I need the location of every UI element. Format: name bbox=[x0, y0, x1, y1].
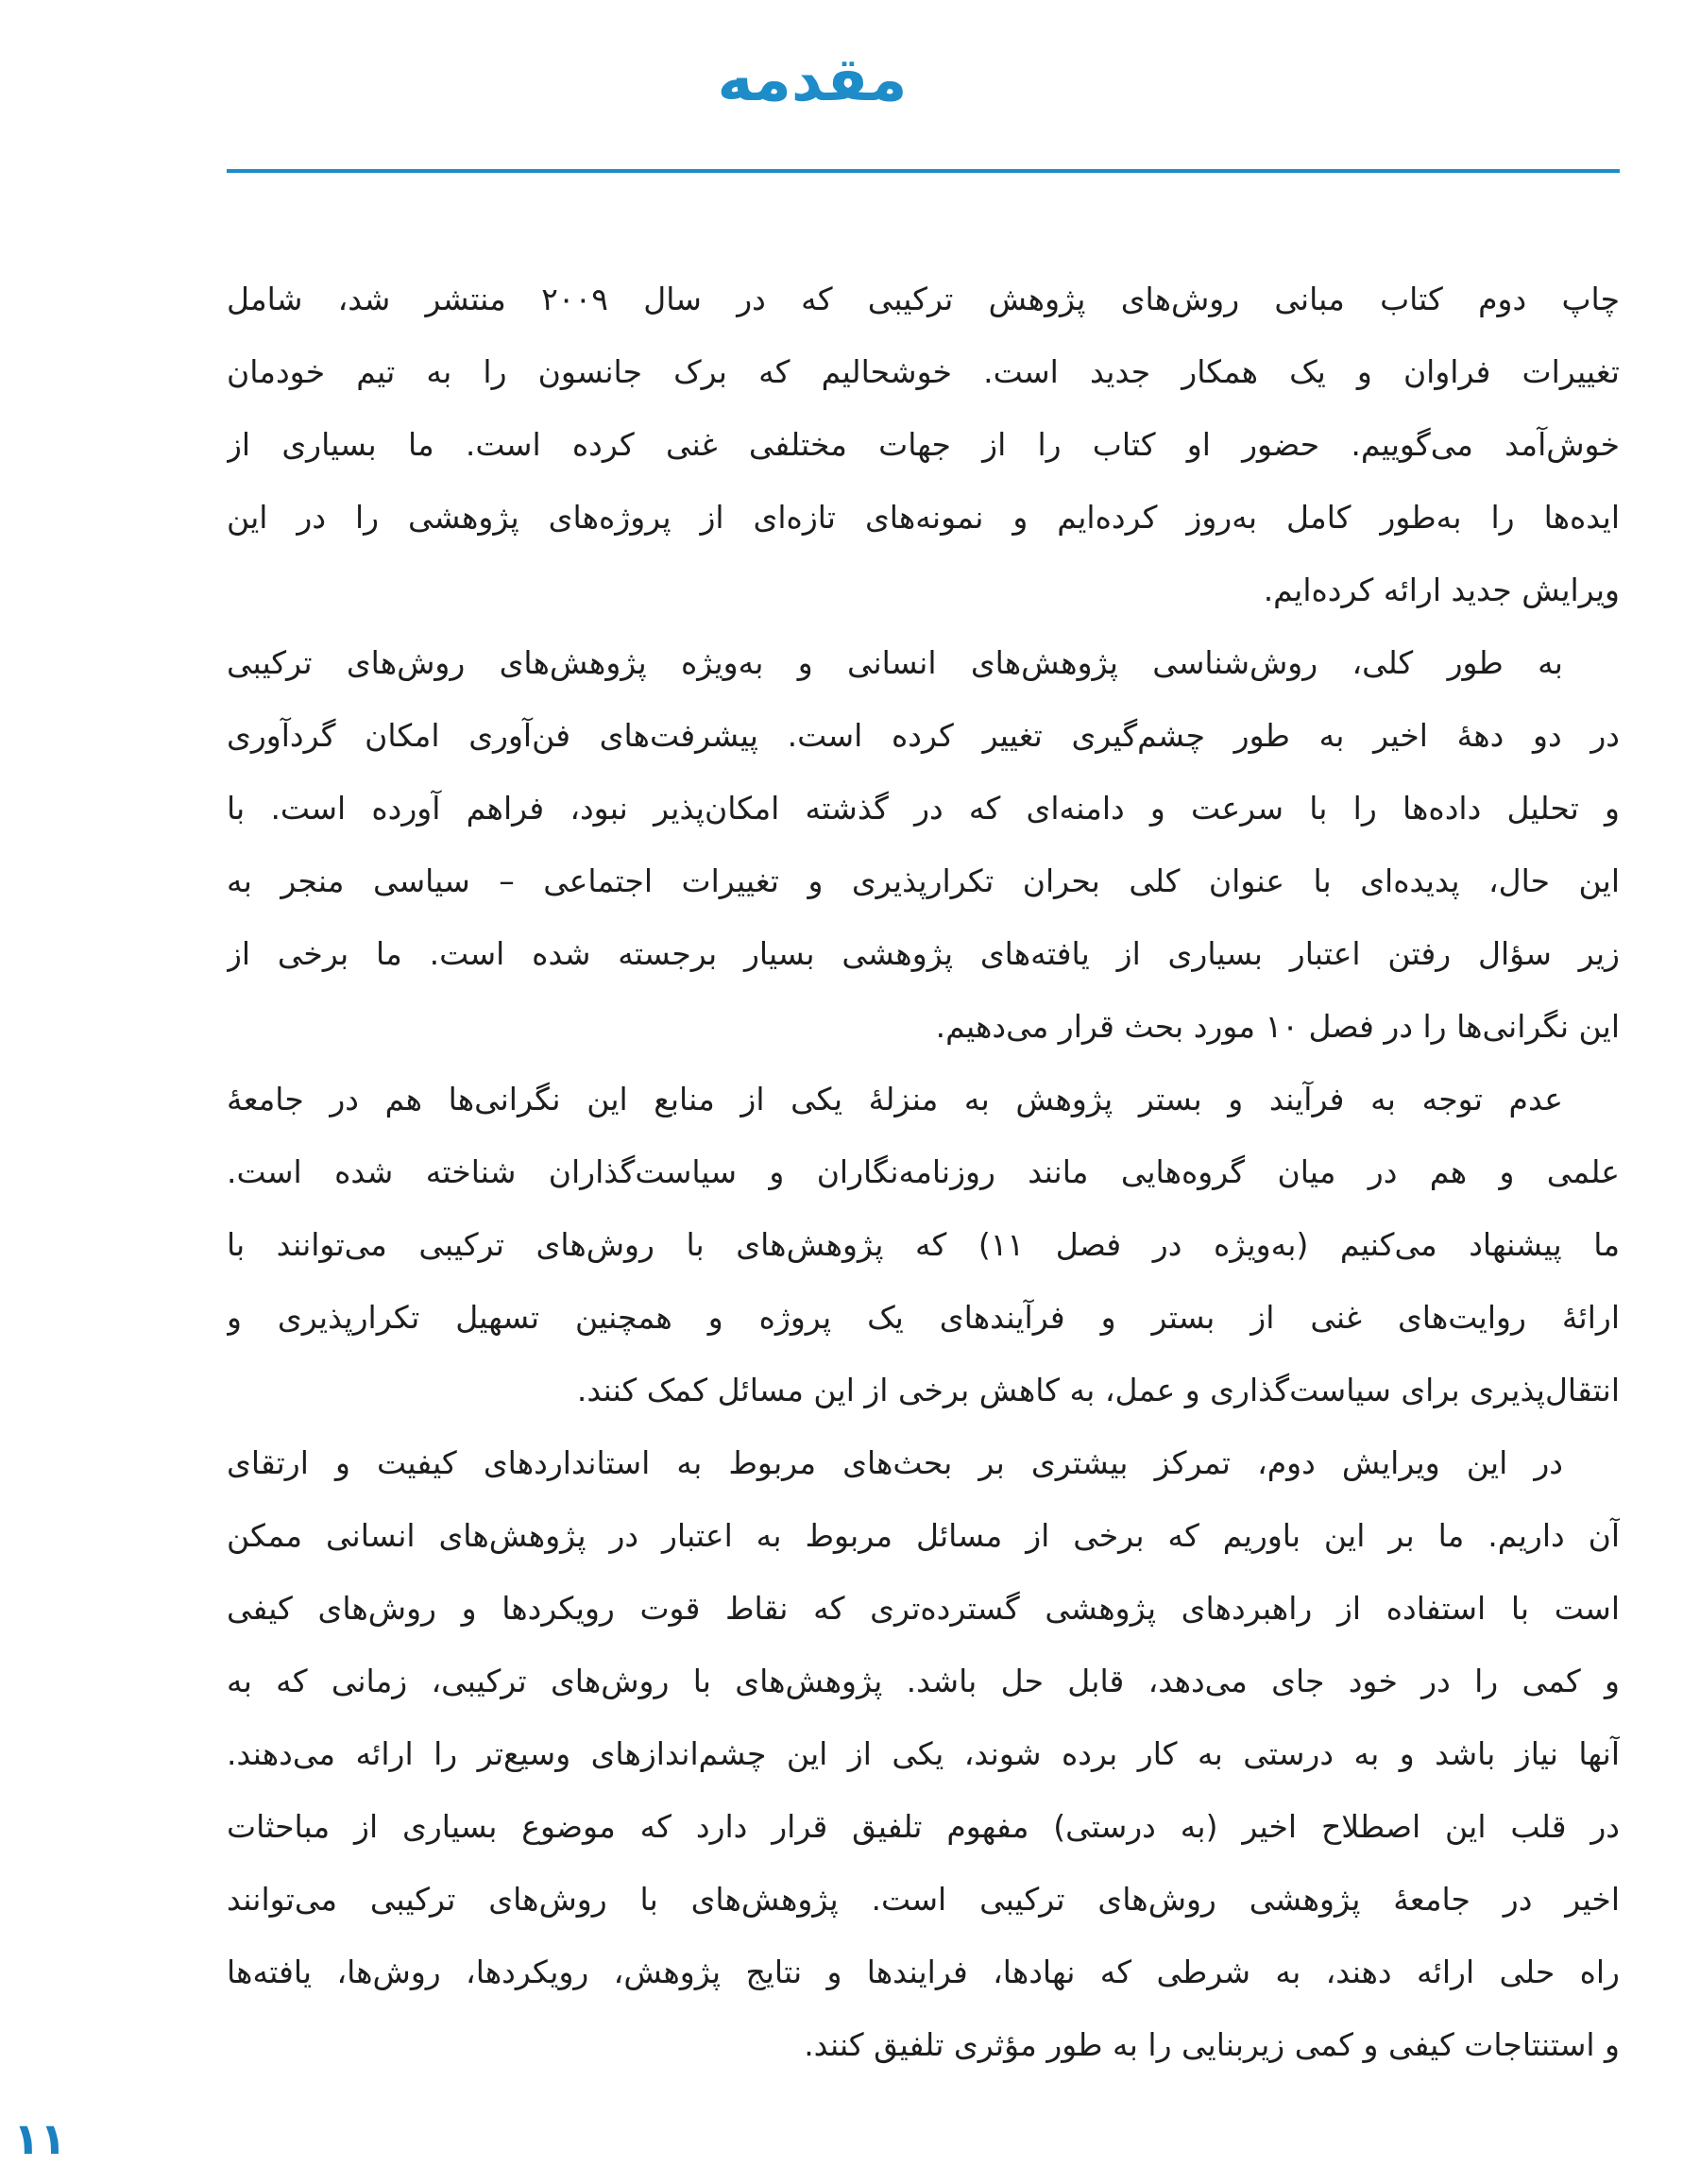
text-line: در قلب این اصطلاح اخیر (به درستی) مفهوم تلفیق قرار دارد که موضوع بسیاری از مباحثات bbox=[227, 1808, 1620, 1845]
text-line: انتقال‌پذیری برای سیاست‌گذاری و عمل، به کاهش برخی از این مسائل کمک کنند. bbox=[576, 1372, 1620, 1408]
text-line: خوش‌آمد می‌گوییم. حضور او کتاب را از جهات مختلفی غنی کرده است. ما بسیاری از bbox=[227, 426, 1620, 463]
text-line: علمی و هم در میان گروه‌هایی مانند روزنامه‌نگاران و سیاست‌گذاران شناخته شده است. bbox=[227, 1153, 1620, 1190]
text-line: اخیر در جامعۀ پژوهشی روش‌های ترکیبی است. پژوهش‌های با روش‌های ترکیبی می‌توانند bbox=[227, 1881, 1620, 1918]
text-line: و استنتاجات کیفی و کمی زیربنایی را به طور مؤثری تلفیق کنند. bbox=[804, 2026, 1620, 2063]
text-line: ایده‌ها را به‌طور کامل به‌روز کرده‌ایم و نمونه‌های تازه‌ای از پروژه‌های پژوهشی را در این bbox=[227, 499, 1620, 536]
page-number: ۱۱ bbox=[13, 2113, 67, 2164]
text-line: عدم توجه به فرآیند و بستر پژوهش به منزلۀ یکی از منابع این نگرانی‌ها هم در جامعۀ bbox=[227, 1081, 1563, 1118]
title-underline-rule bbox=[227, 169, 1620, 173]
text-line: و کمی را در خود جای می‌دهد، قابل حل باشد. پژوهش‌های با روش‌های ترکیبی، زمانی که به bbox=[227, 1663, 1620, 1699]
text-line: این حال، پدیده‌ای با عنوان کلی بحران تکرارپذیری و تغییرات اجتماعی – سیاسی منجر به bbox=[227, 862, 1620, 899]
text-line: زیر سؤال رفتن اعتبار بسیاری از یافته‌های پژوهشی بسیار برجسته شده است. ما برخی از bbox=[227, 935, 1620, 972]
text-line: ما پیشنهاد می‌کنیم (به‌ویژه در فصل ۱۱) که پژوهش‌های با روش‌های ترکیبی می‌توانند با bbox=[227, 1226, 1620, 1263]
text-line: به طور کلی، روش‌شناسی پژوهش‌های انسانی و به‌ویژه پژوهش‌های روش‌های ترکیبی bbox=[227, 644, 1563, 681]
text-line: ارائۀ روایت‌های غنی از بستر و فرآیندهای یک پروژه و همچنین تسهیل تکرارپذیری و bbox=[227, 1299, 1620, 1336]
text-line: تغییرات فراوان و یک همکار جدید است. خوشحالیم که برک جانسون را به تیم خودمان bbox=[227, 353, 1620, 390]
text-column bbox=[227, 263, 1620, 2081]
text-line: و تحلیل داده‌ها را با سرعت و دامنه‌ای که در گذشته امکان‌پذیر نبود، فراهم آورده است. با bbox=[227, 790, 1620, 827]
text-line: ویرایش جدید ارائه کرده‌ایم. bbox=[1263, 572, 1620, 608]
text-line: چاپ دوم کتاب مبانی روش‌های پژوهش ترکیبی که در سال ۲۰۰۹ منتشر شد، شامل bbox=[227, 281, 1620, 317]
text-line: در این ویرایش دوم، تمرکز بیشتری بر بحث‌های مربوط به استانداردهای کیفیت و ارتقای bbox=[227, 1444, 1563, 1481]
text-line: آنها نیاز باشد و به درستی به کار برده شوند، یکی از این چشم‌اندازهای وسیع‌تر را ارائه می‌دهند. bbox=[227, 1735, 1620, 1772]
page-title: مقدمه bbox=[717, 45, 908, 115]
text-line: در دو دهۀ اخیر به طور چشم‌گیری تغییر کرده است. پیشرفت‌های فن‌آوری امکان گردآوری bbox=[227, 717, 1620, 754]
text-line: آن داریم. ما بر این باوریم که برخی از مسائل مربوط به اعتبار در پژوهش‌های انسانی ممکن bbox=[227, 1517, 1620, 1554]
text-line: راه حلی ارائه دهند، به شرطی که نهادها، فرایندها و نتایج پژوهش، رویکردها، روش‌ها، یافته‌ها bbox=[227, 1954, 1620, 1990]
text-line: است با استفاده از راهبردهای پژوهشی گسترده‌تری که نقاط قوت رویکردها و روش‌های کیفی bbox=[227, 1590, 1620, 1627]
text-line: این نگرانی‌ها را در فصل ۱۰ مورد بحث قرار می‌دهیم. bbox=[935, 1008, 1620, 1045]
